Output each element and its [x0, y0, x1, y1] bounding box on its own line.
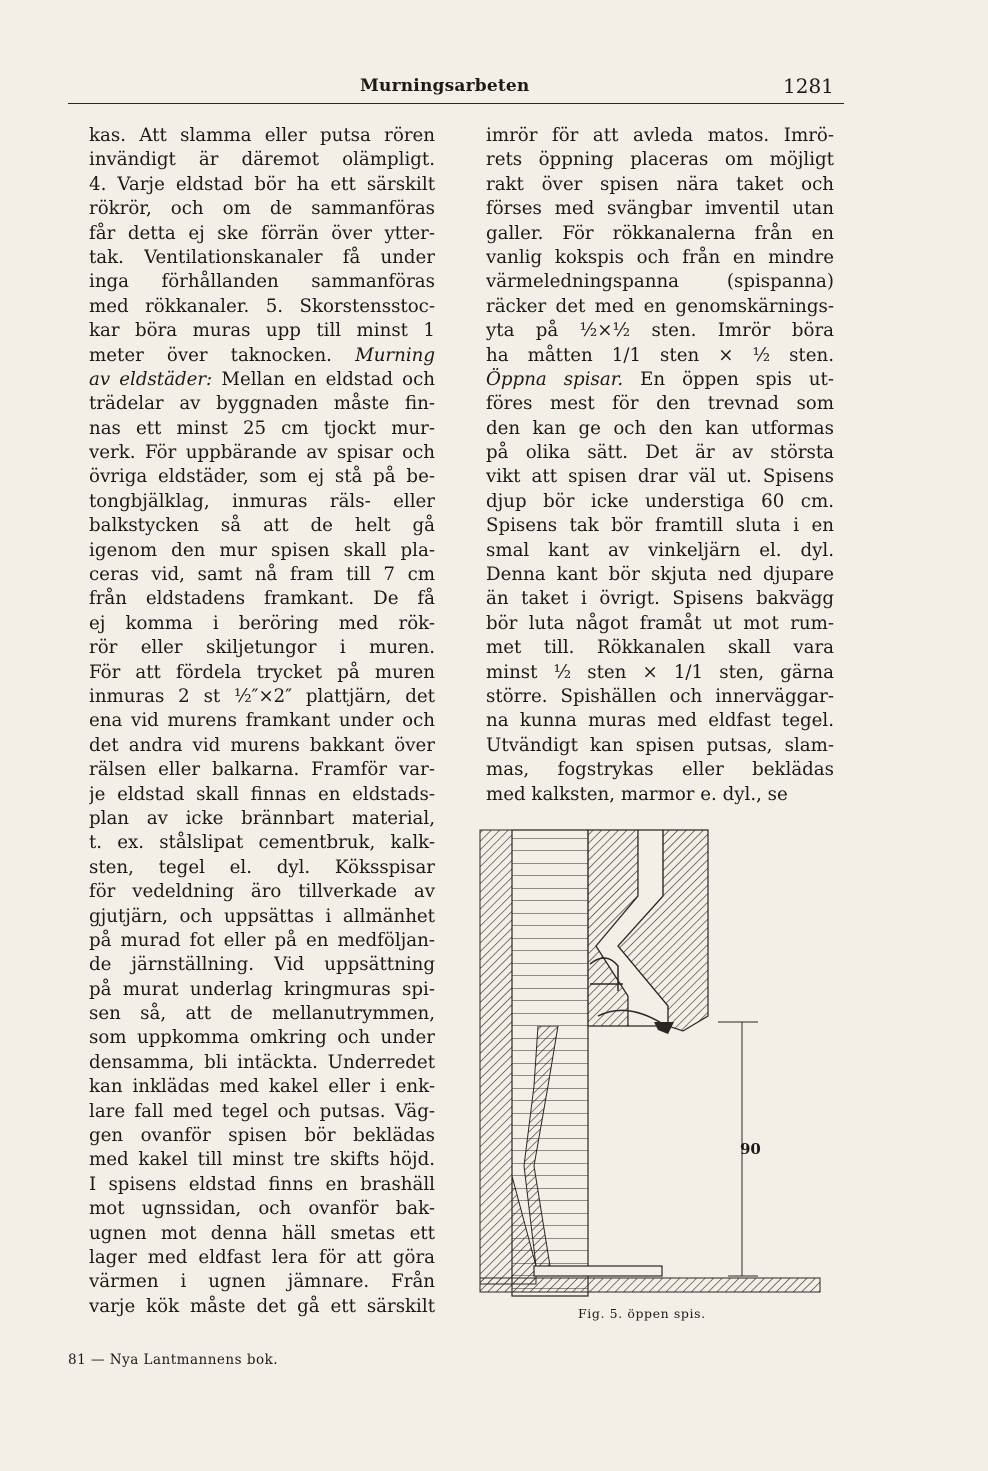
- text-line: på murad fot eller på en medföljan-: [89, 929, 435, 951]
- text-line: minst ½ sten × 1/1 sten, gärna: [486, 661, 834, 683]
- text-line: värmen i ugnen jämnare. Från: [89, 1271, 435, 1293]
- text-line: med kakel till minst tre skifts höjd.: [89, 1149, 435, 1171]
- text-line: bör luta något framåt ut mot rum-: [486, 612, 834, 634]
- text-line: varje kök måste det gå ett särskilt: [89, 1295, 435, 1317]
- text-line: föres mest för den trevnad som: [486, 393, 834, 415]
- text-line: Denna kant bör skjuta ned djupare: [486, 564, 834, 586]
- text-line: gen ovanför spisen bör beklädas: [89, 1125, 435, 1147]
- text-line: na kunna muras med eldfast tegel.: [486, 710, 834, 732]
- italic-heading: spisar.: [563, 368, 624, 390]
- text-line: trädelar av byggnaden måste fin-: [89, 393, 435, 415]
- text-line: Utvändigt kan spisen putsas, slam-: [486, 734, 834, 756]
- text-line: inmuras 2 st ½″×2″ plattjärn, det: [89, 685, 435, 707]
- text-line: t. ex. stålslipat cementbruk, kalk-: [89, 832, 435, 854]
- header-rule: [68, 103, 844, 104]
- text-line-mixed: [486, 368, 834, 392]
- text-line: övriga eldstäder, som ej stå på be-: [89, 466, 435, 488]
- text-line: met till. Rökkanalen skall vara: [486, 637, 834, 659]
- text-line: rökrör, och om de sammanföras: [89, 198, 435, 220]
- text-line: sen så, att de mellanutrymmen,: [89, 1003, 435, 1025]
- dimension-label: 90: [740, 1140, 761, 1158]
- text-line: ugnen mot denna häll smetas ett: [89, 1222, 435, 1244]
- text-line: tak. Ventilationskanaler få under: [89, 246, 435, 268]
- text-line: kas. Att slamma eller putsa rören: [89, 125, 435, 146]
- text-line: kan inklädas med kakel eller i enk-: [89, 1076, 435, 1098]
- text-line: verk. För uppbärande av spisar och: [89, 442, 435, 464]
- text-line: större. Spishällen och innerväggar-: [486, 685, 834, 707]
- text-line: mas, fogstrykas eller beklädas: [486, 759, 834, 781]
- hearth-floor: [534, 1266, 662, 1276]
- page-header-title: Murningsarbeten: [360, 76, 530, 96]
- text-line: För att fördela trycket på muren: [89, 661, 435, 683]
- text-line: 4. Varje eldstad bör ha ett särskilt: [89, 173, 435, 195]
- text-line: ceras vid, samt nå fram till 7 cm: [89, 564, 435, 586]
- page-number: 1281: [783, 74, 834, 98]
- figure-caption: Fig. 5. öppen spis.: [578, 1306, 706, 1321]
- text-line: för vedeldning äro tillverkade av: [89, 881, 435, 903]
- text-line: med kalksten, marmor e. dyl., se: [486, 783, 788, 805]
- text-line: je eldstad skall finnas en eldstads-: [89, 783, 435, 805]
- text-line: lare fall med tegel och putsas. Väg-: [89, 1100, 435, 1122]
- text-line: rälsen eller balkarna. Framför var-: [89, 759, 435, 781]
- text-line: med rökkanaler. 5. Skorstensstoc-: [89, 295, 435, 317]
- italic-heading: av eldstäder:: [89, 368, 213, 390]
- text-line: inga förhållanden sammanföras: [89, 271, 435, 293]
- text-line: nas ett minst 25 cm tjockt mur-: [89, 417, 435, 439]
- text-line: rakt över spisen nära taket och: [486, 173, 834, 195]
- text-line: sten, tegel el. dyl. Köksspisar: [89, 856, 435, 878]
- text-line: som uppkomma omkring och under: [89, 1027, 435, 1049]
- text-line: balkstycken så att de helt gå: [89, 515, 435, 537]
- text-line: gjutjärn, och uppsättas i allmänhet: [89, 905, 435, 927]
- text-line: vikt att spisen drar väl ut. Spisens: [486, 466, 834, 488]
- text-line: invändigt är däremot olämpligt.: [89, 149, 435, 171]
- fireplace-section-figure: [478, 826, 830, 1298]
- italic-heading: Murning: [355, 344, 435, 366]
- text-line: plan av icke brännbart material,: [89, 807, 435, 829]
- text-line: de järnställning. Vid uppsättning: [89, 954, 435, 976]
- text-line: ena vid murens framkant under och: [89, 710, 435, 732]
- text-line: det andra vid murens bakkant över: [89, 734, 435, 756]
- text-segment: meter över taknocken.: [89, 344, 332, 366]
- text-line: yta på ½×½ sten. Imrör böra: [486, 320, 834, 342]
- text-segment: En öppen spis ut-: [640, 368, 834, 390]
- text-line: på olika sätt. Det är av största: [486, 442, 834, 464]
- text-line: igenom den mur spisen skall pla-: [89, 539, 435, 561]
- text-line: smal kant av vinkeljärn el. dyl.: [486, 539, 834, 561]
- text-line: än taket i övrigt. Spisens bakvägg: [486, 588, 834, 610]
- text-line: den kan ge och den kan utformas: [486, 417, 834, 439]
- text-line: får detta ej ske förrän över ytter-: [89, 222, 435, 244]
- text-line: förses med svängbar imventil utan: [486, 198, 834, 220]
- left-text-column: [89, 124, 435, 1319]
- text-line: från eldstadens framkant. De få: [89, 588, 435, 610]
- text-line: galler. För rökkanalerna från en: [486, 222, 834, 244]
- text-line: lager med eldfast lera för att göra: [89, 1246, 435, 1268]
- text-line: kar böra muras upp till minst 1: [89, 320, 435, 342]
- text-line: tongbjälklag, inmuras räls- eller: [89, 490, 435, 512]
- italic-heading: Öppna: [486, 368, 547, 390]
- lintel-edge: [654, 1022, 674, 1034]
- text-line-mixed: [89, 368, 435, 392]
- text-line: djup bör icke understiga 60 cm.: [486, 490, 834, 512]
- page-footer: 81 — Nya Lantmannens bok.: [68, 1352, 279, 1368]
- text-line: densamma, bli intäckta. Underredet: [89, 1051, 435, 1073]
- text-line: vanlig kokspis och från en mindre: [486, 246, 834, 268]
- text-line: rör eller skiljetungor i muren.: [89, 637, 435, 659]
- text-segment: Mellan en eldstad och: [221, 368, 435, 390]
- text-line: Spisens tak bör framtill sluta i en: [486, 515, 834, 537]
- text-line: I spisens eldstad finns en brashäll: [89, 1173, 435, 1195]
- text-line: imrör för att avleda matos. Imrö-: [486, 125, 834, 146]
- text-line: räcker det med en genomskärnings-: [486, 295, 834, 317]
- right-text-column: [486, 124, 834, 807]
- text-line: mot ugnssidan, och ovanför bak-: [89, 1198, 435, 1220]
- text-line: värmeledningspanna (spispanna): [486, 271, 834, 293]
- floor-slab-hatch: [480, 1278, 820, 1292]
- text-line-mixed: [89, 344, 435, 368]
- text-line: rets öppning placeras om möjligt: [486, 149, 834, 171]
- text-line: ha måtten 1/1 sten × ½ sten.: [486, 344, 834, 366]
- text-line: på murat underlag kringmuras spi-: [89, 978, 435, 1000]
- text-line: ej komma i beröring med rök-: [89, 612, 435, 634]
